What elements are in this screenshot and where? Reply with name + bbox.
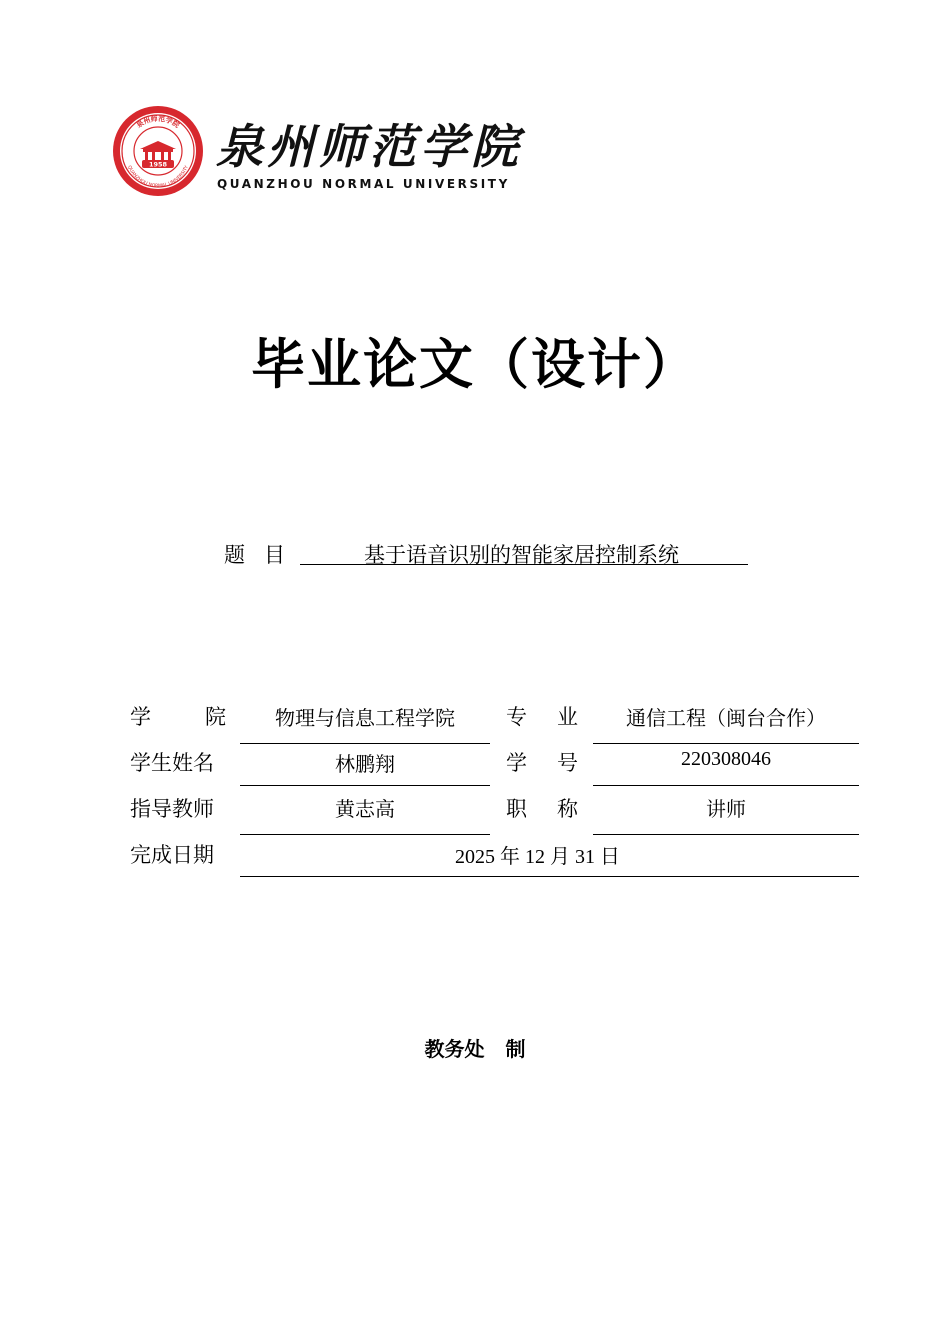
university-seal-icon — [112, 105, 204, 197]
seal-cn-text: 泉州师范学院 — [135, 114, 181, 130]
seal-year: 1958 — [148, 160, 168, 169]
college-underline — [240, 743, 490, 744]
advisor-value: 黄志高 — [335, 799, 395, 821]
rank-label: 职 称 — [506, 797, 578, 821]
student-id-value: 220308046 — [681, 748, 771, 770]
university-logo — [112, 100, 522, 200]
completion-date-label: 完成日期 — [130, 843, 214, 867]
student-id-label: 学 号 — [506, 751, 578, 775]
completion-date-underline — [240, 876, 859, 877]
completion-date-value: 2025 年 12 月 31 日 — [455, 846, 620, 868]
advisor-underline — [240, 834, 490, 835]
university-name-cn: 泉州师范学院 — [216, 120, 522, 175]
major-underline — [593, 743, 859, 744]
advisor-label: 指导教师 — [130, 797, 214, 821]
topic-value: 基于语音识别的智能家居控制系统 — [364, 543, 679, 567]
student-name-label: 学生姓名 — [130, 751, 214, 775]
student-id-underline — [593, 785, 859, 786]
seal-en-text: QUANZHOU NORMAL UNIVERSITY — [126, 165, 190, 190]
student-name-value: 林鹏翔 — [335, 754, 395, 776]
student-name-underline — [240, 785, 490, 786]
major-label: 专 业 — [506, 705, 578, 729]
rank-value: 讲师 — [706, 799, 746, 821]
college-label: 学 院 — [130, 705, 226, 729]
topic-label: 题目 — [224, 543, 304, 567]
page-title: 毕业论文（设计） — [251, 333, 699, 396]
issuer-footer: 教务处 制 — [424, 1037, 526, 1061]
university-name-en: QUANZHOU NORMAL UNIVERSITY — [217, 177, 510, 191]
college-value: 物理与信息工程学院 — [275, 708, 455, 730]
rank-underline — [593, 834, 859, 835]
major-value: 通信工程（闽台合作） — [626, 708, 826, 730]
